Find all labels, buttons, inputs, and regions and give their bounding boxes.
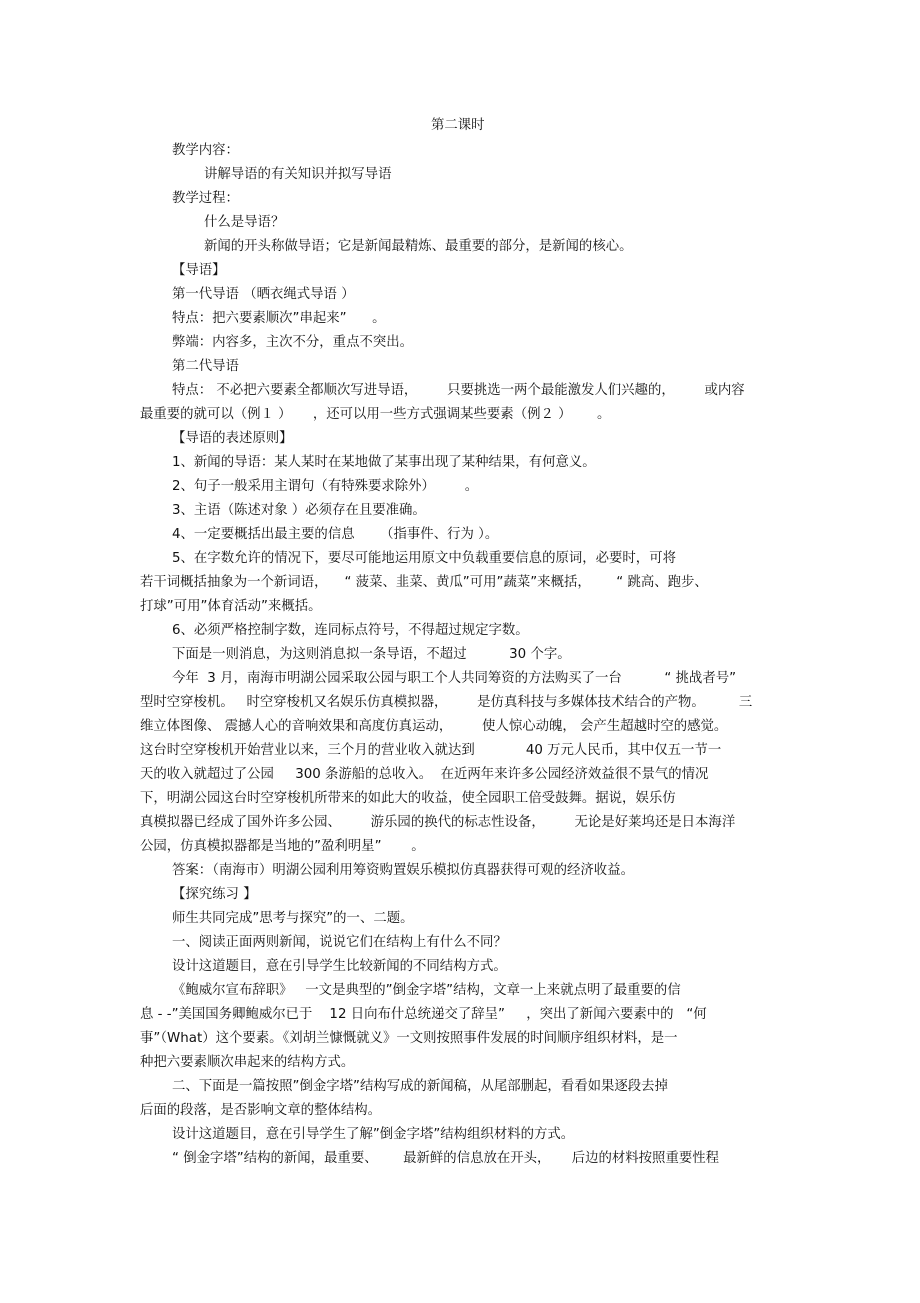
text-line: 2、句子一般采用主谓句（有特殊要求除外） 。 <box>172 479 479 494</box>
text-line: 教学过程： <box>172 191 239 206</box>
text-line: 今年 3 月，南海市明湖公园采取公园与职工个人共同筹资的方法购买了一台 “ 挑战者号” <box>172 671 737 686</box>
text-line: 最重要的就可以（例１ ） ，还可以用一些方式强调某些要素（例２ ） 。 <box>140 407 611 422</box>
text-line: 息 - -”美国国务卿鲍威尔已于 12 日向布什总统递交了辞呈” ，突出了新闻六要素中的 “何 <box>140 1007 707 1022</box>
text-line: “ 倒金字塔”结构的新闻，最重要、 最新鲜的信息放在开头， 后边的材料按照重要性程 <box>172 1151 720 1166</box>
text-line: 答案：（南海市）明湖公园利用筹资购置娱乐模拟仿真器获得可观的经济收益。 <box>172 863 634 878</box>
text-line: 天的收入就超过了公园 300 条游船的总收入。 在近两年来许多公园经济效益很不景气的情况 <box>140 767 709 782</box>
text-line: 设计这道题目，意在引导学生比较新闻的不同结构方式。 <box>172 959 507 974</box>
text-line: 弊端：内容多，主次不分，重点不突出。 <box>172 335 414 350</box>
text-line: 第二代导语 <box>172 359 239 374</box>
text-line: 什么是导语？ <box>204 215 285 230</box>
text-line: 二、下面是一篇按照”倒金字塔”结构写成的新闻稿，从尾部删起，看看如果逐段去掉 <box>172 1079 668 1094</box>
document-title: 第二课时 <box>431 118 485 133</box>
text-line: 5、在字数允许的情况下，要尽可能地运用原文中负载重要信息的原词，必要时，可将 <box>172 551 676 566</box>
text-line: 师生共同完成”思考与探究”的一、二题。 <box>172 911 414 926</box>
text-line: 真模拟器已经成了国外许多公园、 游乐园的换代的标志性设备， 无论是好莱坞还是日本海洋 <box>140 815 736 830</box>
text-line: 新闻的开头称做导语；它是新闻最精炼、最重要的部分，是新闻的核心。 <box>204 239 633 254</box>
section-heading: 【探究练习 】 <box>172 887 257 902</box>
section-heading: 【导语】 <box>172 263 226 278</box>
text-line: 种把六要素顺次串起来的结构方式。 <box>140 1055 355 1070</box>
text-line: 型时空穿梭机。 时空穿梭机又名娱乐仿真模拟器， 是仿真科技与多媒体技术结合的产物。 三 <box>140 695 753 710</box>
text-line: 一、阅读正面两则新闻，说说它们在结构上有什么不同？ <box>172 935 507 950</box>
text-line: 《鲍威尔宣布辞职》 一文是典型的”倒金字塔”结构，文章一上来就点明了最重要的信 <box>172 983 681 998</box>
text-line: 3、主语（陈述对象 ）必须存在且要准确。 <box>172 503 426 518</box>
text-line: 设计这道题目，意在引导学生了解”倒金字塔”结构组织材料的方式。 <box>172 1127 575 1142</box>
text-line: 1、新闻的导语：某人某时在某地做了某事出现了某种结果，有何意义。 <box>172 455 596 470</box>
text-line: 后面的段落，是否影响文章的整体结构。 <box>140 1103 382 1118</box>
text-line: 公园，仿真模拟器都是当地的”盈利明星” 。 <box>140 839 425 854</box>
text-line: 第一代导语 （晒衣绳式导语 ） <box>172 287 355 302</box>
text-line: 事”（What）这个要素。《刘胡兰慷慨就义》一文则按照事件发展的时间顺序组织材料，是一 <box>140 1031 678 1046</box>
text-line: 4、一定要概括出最主要的信息 （指事件、行为 ）。 <box>172 527 499 542</box>
text-line: 教学内容： <box>172 143 239 158</box>
text-line: 下，明湖公园这台时空穿梭机所带来的如此大的收益，使全园职工倍受鼓舞。据说，娱乐仿 <box>140 791 676 806</box>
text-line: 维立体图像、 震撼人心的音响效果和高度仿真运动， 使人惊心动魄， 会产生超越时空的感觉。 <box>140 719 728 734</box>
text-line: 打球”可用”体育活动”来概括。 <box>140 599 322 614</box>
text-line: 特点：把六要素顺次”串起来” 。 <box>172 311 386 326</box>
text-line: 这台时空穿梭机开始营业以来，三个月的营业收入就达到 40 万元人民币，其中仅五一节一 <box>140 743 722 758</box>
text-line: 6、必须严格控制字数，连同标点符号，不得超过规定字数。 <box>172 623 529 638</box>
text-line: 若干词概括抽象为一个新词语， “ 菠菜、韭菜、黄瓜”可用”蔬菜”来概括， “ 跳高、跑步、 <box>140 575 708 590</box>
text-line: 特点： 不必把六要素全都顺次写进导语， 只要挑选一两个最能激发人们兴趣的， 或内容 <box>172 383 745 398</box>
text-line: 下面是一则消息，为这则消息拟一条导语，不超过 30 个字。 <box>172 647 571 662</box>
text-line: 讲解导语的有关知识并拟写导语 <box>204 167 392 182</box>
section-heading: 【导语的表述原则】 <box>172 431 293 446</box>
